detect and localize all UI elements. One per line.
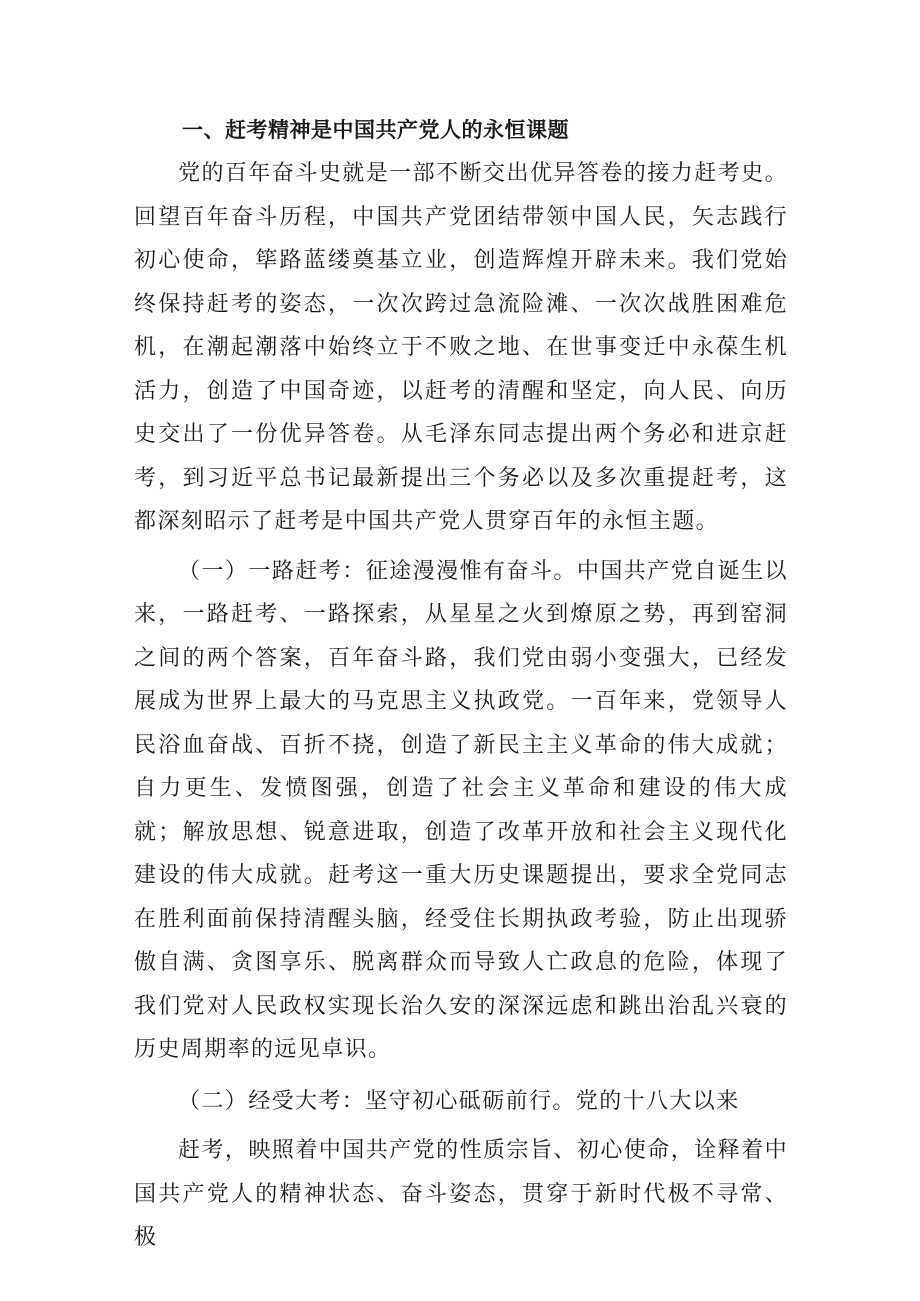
body-paragraph: 赶考，映照着中国共产党的性质宗旨、初心使命，诠释着中国共产党人的精神状态、奋斗姿态，贯穿于新时代极不寻常、极 [134, 1138, 788, 1250]
body-paragraph: 党的百年奋斗史就是一部不断交出优异答卷的接力赶考史。回望百年奋斗历程，中国共产党团结带领中国人民，矢志践行初心使命，筚路蓝缕奠基立业，创造辉煌开辟未来。我们党始终保持赶考的姿态，一次次跨过急流险滩、一次次战胜困难危机，在潮起潮落中始终立于不败之地、在世事变迁中永葆生机活力，创造了中国奇迹，以赶考的清醒和坚定，向人民、向历史交出了一份优异答卷。从毛泽东同志提出两个务必和进京赶考，到习近平总书记最新提出三个务必以及多次重提赶考，这都深刻昭示了赶考是中国共产党人贯穿百年的永恒主题。 [134, 161, 788, 534]
section-heading: 一、赶考精神是中国共产党人的永恒课题 [182, 118, 569, 142]
body-paragraph: （二）经受大考：坚守初心砥砺前行。党的十八大以来 [178, 1088, 740, 1114]
body-paragraph: （一）一路赶考：征途漫漫惟有奋斗。中国共产党自诞生以来，一路赶考、一路探索，从星星之火到燎原之势，再到窑洞之间的两个答案，百年奋斗路，我们党由弱小变强大，已经发展成为世界上最大的马克思主义执政党。一百年来，党领导人民浴血奋战、百折不挠，创造了新民主主义革命的伟大成就；自力更生、发愤图强，创造了社会主义革命和建设的伟大成就；解放思想、锐意进取，创造了改革开放和社会主义现代化建设的伟大成就。赶考这一重大历史课题提出，要求全党同志在胜利面前保持清醒头脑，经受住长期执政考验，防止出现骄傲自满、贪图享乐、脱离群众而导致人亡政息的危险，体现了我们党对人民政权实现长治久安的深深远虑和跳出治乱兴衰的历史周期率的远见卓识。 [134, 558, 788, 1062]
document-page [134, 112, 788, 1260]
